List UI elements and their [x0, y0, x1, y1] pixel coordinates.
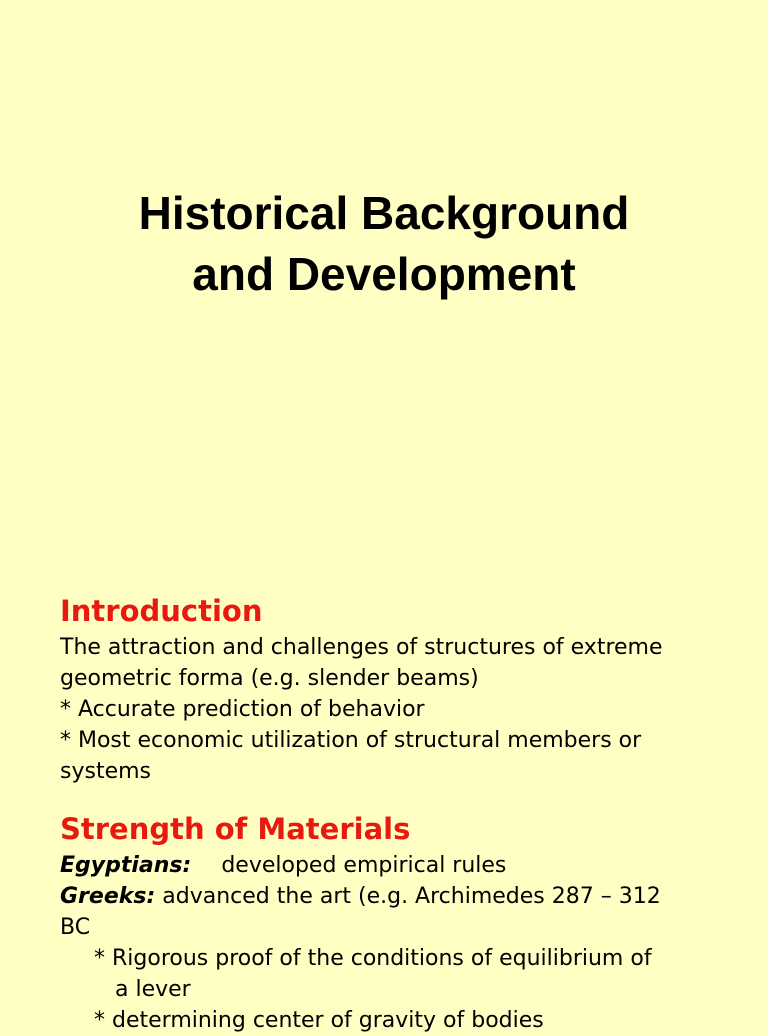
introduction-heading: Introduction — [60, 594, 263, 628]
intro-line-2: geometric forma (e.g. slender beams) — [60, 666, 479, 691]
greeks-text: advanced the art (e.g. Archimedes 287 – 312 — [155, 884, 661, 909]
greeks-line-cont: BC — [60, 915, 91, 940]
greeks-sub-1: * Rigorous proof of the conditions of equilibrium of — [94, 946, 652, 971]
title-line-1: Historical Background — [138, 187, 630, 239]
section-gap — [60, 787, 750, 808]
intro-bullet-2-cont: systems — [60, 759, 151, 784]
greeks-sub-2: * determining center of gravity of bodies — [94, 1008, 544, 1033]
greeks-line — [60, 881, 750, 912]
greeks-label: Greeks: — [60, 884, 156, 909]
intro-bullet-1: * Accurate prediction of behavior — [60, 697, 425, 722]
title-line-2: and Development — [192, 248, 576, 300]
egyptians-text: developed empirical rules — [221, 853, 507, 878]
strength-heading: Strength of Materials — [60, 812, 411, 846]
egyptians-label: Egyptians: — [60, 853, 192, 878]
content-slide — [60, 590, 750, 1036]
egyptians-line — [60, 850, 750, 881]
slide-title — [0, 183, 768, 305]
intro-line-1: The attraction and challenges of structures of extreme — [60, 635, 663, 660]
greeks-sub-1-cont: a lever — [115, 977, 191, 1002]
intro-bullet-2: * Most economic utilization of structural members or — [60, 728, 642, 753]
